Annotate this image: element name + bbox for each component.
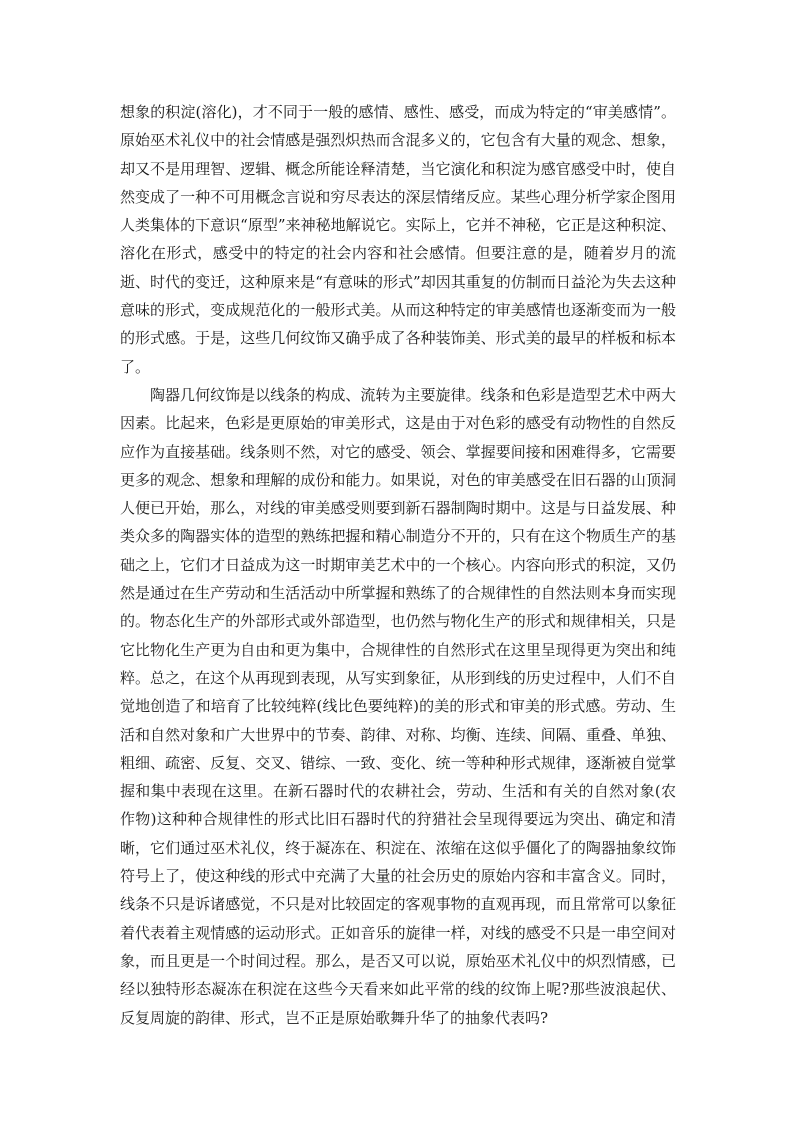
paragraph-1: 想象的积淀(溶化)，才不同于一般的感情、感性、感受，而成为特定的“审美感情”。原始巫术礼仪中的社会情感是强烈炽热而含混多义的，它包含有大量的观念、想象，却又不是用理智、逻辑、概念所能诠释清楚，当它演化和积淀为感官感受中时，使自然变成了一种不可用概念言说和穷尽表达的深层情绪反应。某些心理分析学家企图用人类集体的下意识“原型”来神秘地解说它。实际上，它并不神秘，它正是这种积淀、溶化在形式，感受中的特定的社会内容和社会感情。但要注意的是，随着岁月的流逝、时代的变迁，这种原来是“有意味的形式”却因其重复的仿制而日益沦为失去这种意味的形式，变成规范化的一般形式美。从而这种特定的审美感情也逐渐变而为一般的形式感。于是，这些几何纹饰又确乎成了各种装饰美、形式美的最早的样板和标本了。 [120, 103, 676, 376]
document-body [120, 98, 676, 1032]
paragraph-2: 陶器几何纹饰是以线条的构成、流转为主要旋律。线条和色彩是造型艺术中两大因素。比起来，色彩是更原始的审美形式，这是由于对色彩的感受有动物性的自然反应作为直接基础。线条则不然，对它的感受、领会、掌握要间接和困难得多，它需要更多的观念、想象和理解的成份和能力。如果说，对色的审美感受在旧石器的山顶洞人便已开始，那么，对线的审美感受则要到新石器制陶时期中。这是与日益发展、种类众多的陶器实体的造型的熟练把握和精心制造分不开的，只有在这个物质生产的基础之上，它们才日益成为这一时期审美艺术中的一个核心。内容向形式的积淀，又仍然是通过在生产劳动和生活活动中所掌握和熟练了的合规律性的自然法则本身而实现的。物态化生产的外部形式或外部造型，也仍然与物化生产的形式和规律相关，只是它比物化生产更为自由和更为集中，合规律性的自然形式在这里呈现得更为突出和纯粹。总之，在这个从再现到表现，从写实到象征，从形到线的历史过程中，人们不自觉地创造了和培育了比较纯粹(线比色要纯粹)的美的形式和审美的形式感。劳动、生活和自然对象和广大世界中的节奏、韵律、对称、均衡、连续、间隔、重叠、单独、粗细、疏密、反复、交叉、错综、一致、变化、统一等种种形式规律，逐渐被自觉掌握和集中表现在这里。在新石器时代的农耕社会，劳动、生活和有关的自然对象(农作物)这种种合规律性的形式比旧石器时代的狩猎社会呈现得要远为突出、确定和清晰，它们通过巫术礼仪，终于凝冻在、积淀在、浓缩在这似乎僵化了的陶器抽象纹饰符号上了，使这种线的形式中充满了大量的社会历史的原始内容和丰富含义。同时，线条不只是诉诸感觉，不只是对比较固定的客观事物的直观再现，而且常常可以象征着代表着主观情感的运动形式。正如音乐的旋律一样，对线的感受不只是一串空间对象，而且更是一个时间过程。那么，是否又可以说，原始巫术礼仪中的炽烈情感，已经以独特形态凝冻在积淀在这些今天看来如此平常的线的纹饰上呢?那些波浪起伏、反复周旋的韵律、形式，岂不正是原始歌舞升华了的抽象代表吗? [120, 385, 676, 1027]
